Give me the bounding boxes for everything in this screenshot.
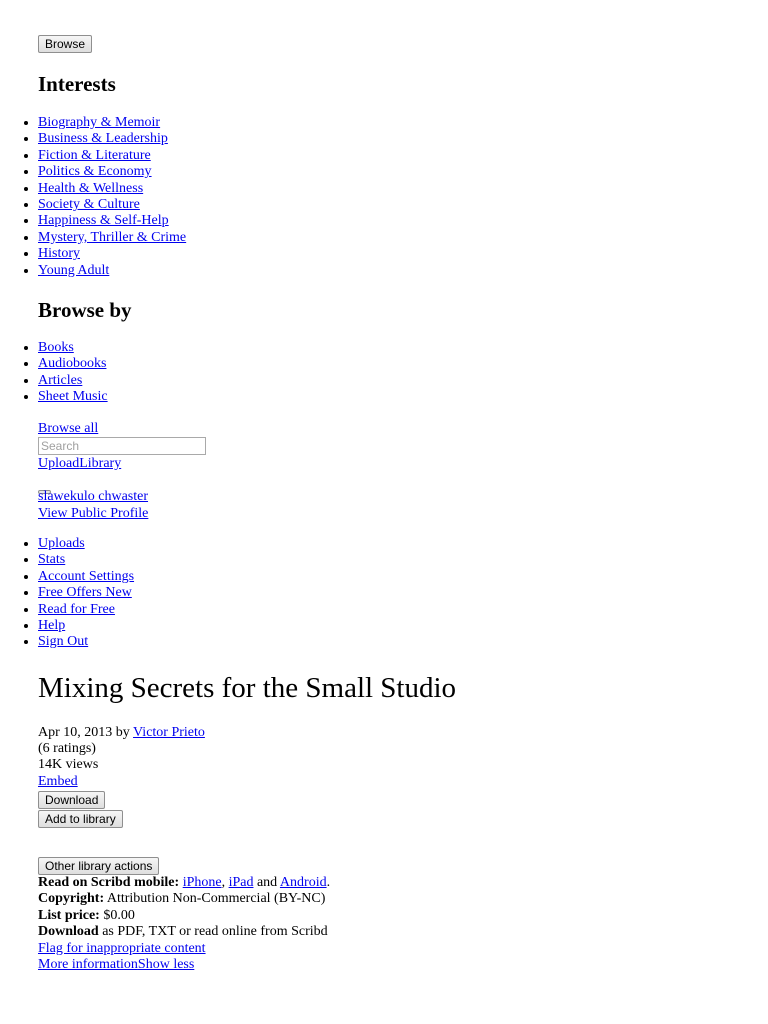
user-menu-free-offers[interactable]: Free Offers New xyxy=(38,585,132,601)
list-item xyxy=(38,181,186,197)
read-mobile-label: Read on Scribd mobile: xyxy=(38,875,180,890)
list-item xyxy=(38,389,108,405)
add-to-library-button[interactable]: Add to library xyxy=(38,810,123,828)
list-item xyxy=(38,164,186,180)
list-item xyxy=(38,552,134,568)
user-menu-sign-out[interactable]: Sign Out xyxy=(38,634,89,650)
read-mobile-row: Read on Scribd mobile: iPhone, iPad and Android. xyxy=(38,875,331,890)
document-date: Apr 10, 2013 xyxy=(38,725,113,740)
library-link[interactable]: Library xyxy=(79,456,122,471)
list-item xyxy=(38,246,186,262)
byline-by: by xyxy=(115,725,130,740)
download-label: Download xyxy=(38,924,99,939)
embed-link[interactable]: Embed xyxy=(38,774,78,789)
interest-link[interactable]: History xyxy=(38,246,80,262)
user-menu-help[interactable]: Help xyxy=(38,617,66,633)
download-button[interactable]: Download xyxy=(38,791,105,809)
list-item xyxy=(38,230,186,246)
list-price-row xyxy=(38,908,135,924)
list-item xyxy=(38,197,186,213)
android-link[interactable]: Android xyxy=(279,875,327,890)
list-item xyxy=(38,536,134,552)
other-library-actions-button[interactable]: Other library actions xyxy=(38,857,159,875)
download-info-text: as PDF, TXT or read online from Scribd xyxy=(102,924,328,939)
user-menu-read-for-free[interactable]: Read for Free xyxy=(38,601,115,617)
list-price-label: List price: xyxy=(38,908,100,923)
list-item xyxy=(38,131,186,147)
list-item xyxy=(38,618,134,634)
list-item xyxy=(38,373,108,389)
ipad-link[interactable]: iPad xyxy=(228,875,254,890)
list-item xyxy=(38,634,134,650)
user-menu-account-settings[interactable]: Account Settings xyxy=(38,568,135,584)
user-menu-list xyxy=(0,536,134,651)
view-profile-link[interactable]: View Public Profile xyxy=(38,506,149,521)
interests-heading: Interests xyxy=(38,72,116,96)
views-count: 14K views xyxy=(38,757,99,772)
interest-link[interactable]: Biography & Memoir xyxy=(38,115,161,130)
browse-by-heading: Browse by xyxy=(38,298,132,322)
list-item xyxy=(38,213,186,229)
copyright-label: Copyright: xyxy=(38,891,105,906)
interest-link[interactable]: Young Adult xyxy=(38,262,110,278)
interests-list xyxy=(0,115,186,279)
browse-all-link[interactable]: Browse all xyxy=(38,421,99,436)
browse-button[interactable]: Browse xyxy=(38,35,92,53)
more-information-link[interactable]: More information xyxy=(38,957,138,972)
list-item xyxy=(38,115,186,131)
browse-by-sheet-music[interactable]: Sheet Music xyxy=(38,389,108,405)
search-input[interactable] xyxy=(38,437,206,455)
show-less-link[interactable]: Show less xyxy=(137,957,195,972)
interest-link[interactable]: Society & Culture xyxy=(38,196,140,212)
browse-by-books[interactable]: Books xyxy=(38,340,74,355)
interest-link[interactable]: Health & Wellness xyxy=(38,180,144,196)
author-link[interactable]: Victor Prieto xyxy=(133,725,205,740)
iphone-link[interactable]: iPhone xyxy=(182,875,222,890)
browse-by-audiobooks[interactable]: Audiobooks xyxy=(38,356,107,372)
list-item xyxy=(38,148,186,164)
list-item xyxy=(38,340,108,356)
username-link[interactable]: slawekulo chwaster xyxy=(38,489,149,504)
list-price-value: $0.00 xyxy=(103,908,135,923)
user-menu-stats[interactable]: Stats xyxy=(38,552,66,568)
user-menu-uploads[interactable]: Uploads xyxy=(38,536,85,551)
list-item xyxy=(38,356,108,372)
browse-by-articles[interactable]: Articles xyxy=(38,372,83,388)
interest-link[interactable]: Politics & Economy xyxy=(38,164,152,180)
document-title: Mixing Secrets for the Small Studio xyxy=(38,672,457,704)
interest-link[interactable]: Business & Leadership xyxy=(38,131,168,147)
list-item xyxy=(38,585,134,601)
list-item xyxy=(38,263,186,279)
mobile-and-text: and xyxy=(256,875,278,890)
copyright-row xyxy=(38,891,325,907)
download-info-row xyxy=(38,924,328,940)
ratings-count: (6 ratings) xyxy=(38,741,96,756)
browse-by-list xyxy=(0,340,108,406)
list-item xyxy=(38,602,134,618)
interest-link[interactable]: Mystery, Thriller & Crime xyxy=(38,229,187,245)
list-item xyxy=(38,569,134,585)
interest-link[interactable]: Fiction & Literature xyxy=(38,147,151,163)
flag-content-link[interactable]: Flag for inappropriate content xyxy=(38,941,206,956)
document-byline xyxy=(38,725,205,741)
copyright-value: Attribution Non-Commercial (BY-NC) xyxy=(106,891,326,906)
upload-link[interactable]: Upload xyxy=(38,456,80,471)
interest-link[interactable]: Happiness & Self-Help xyxy=(38,213,169,229)
